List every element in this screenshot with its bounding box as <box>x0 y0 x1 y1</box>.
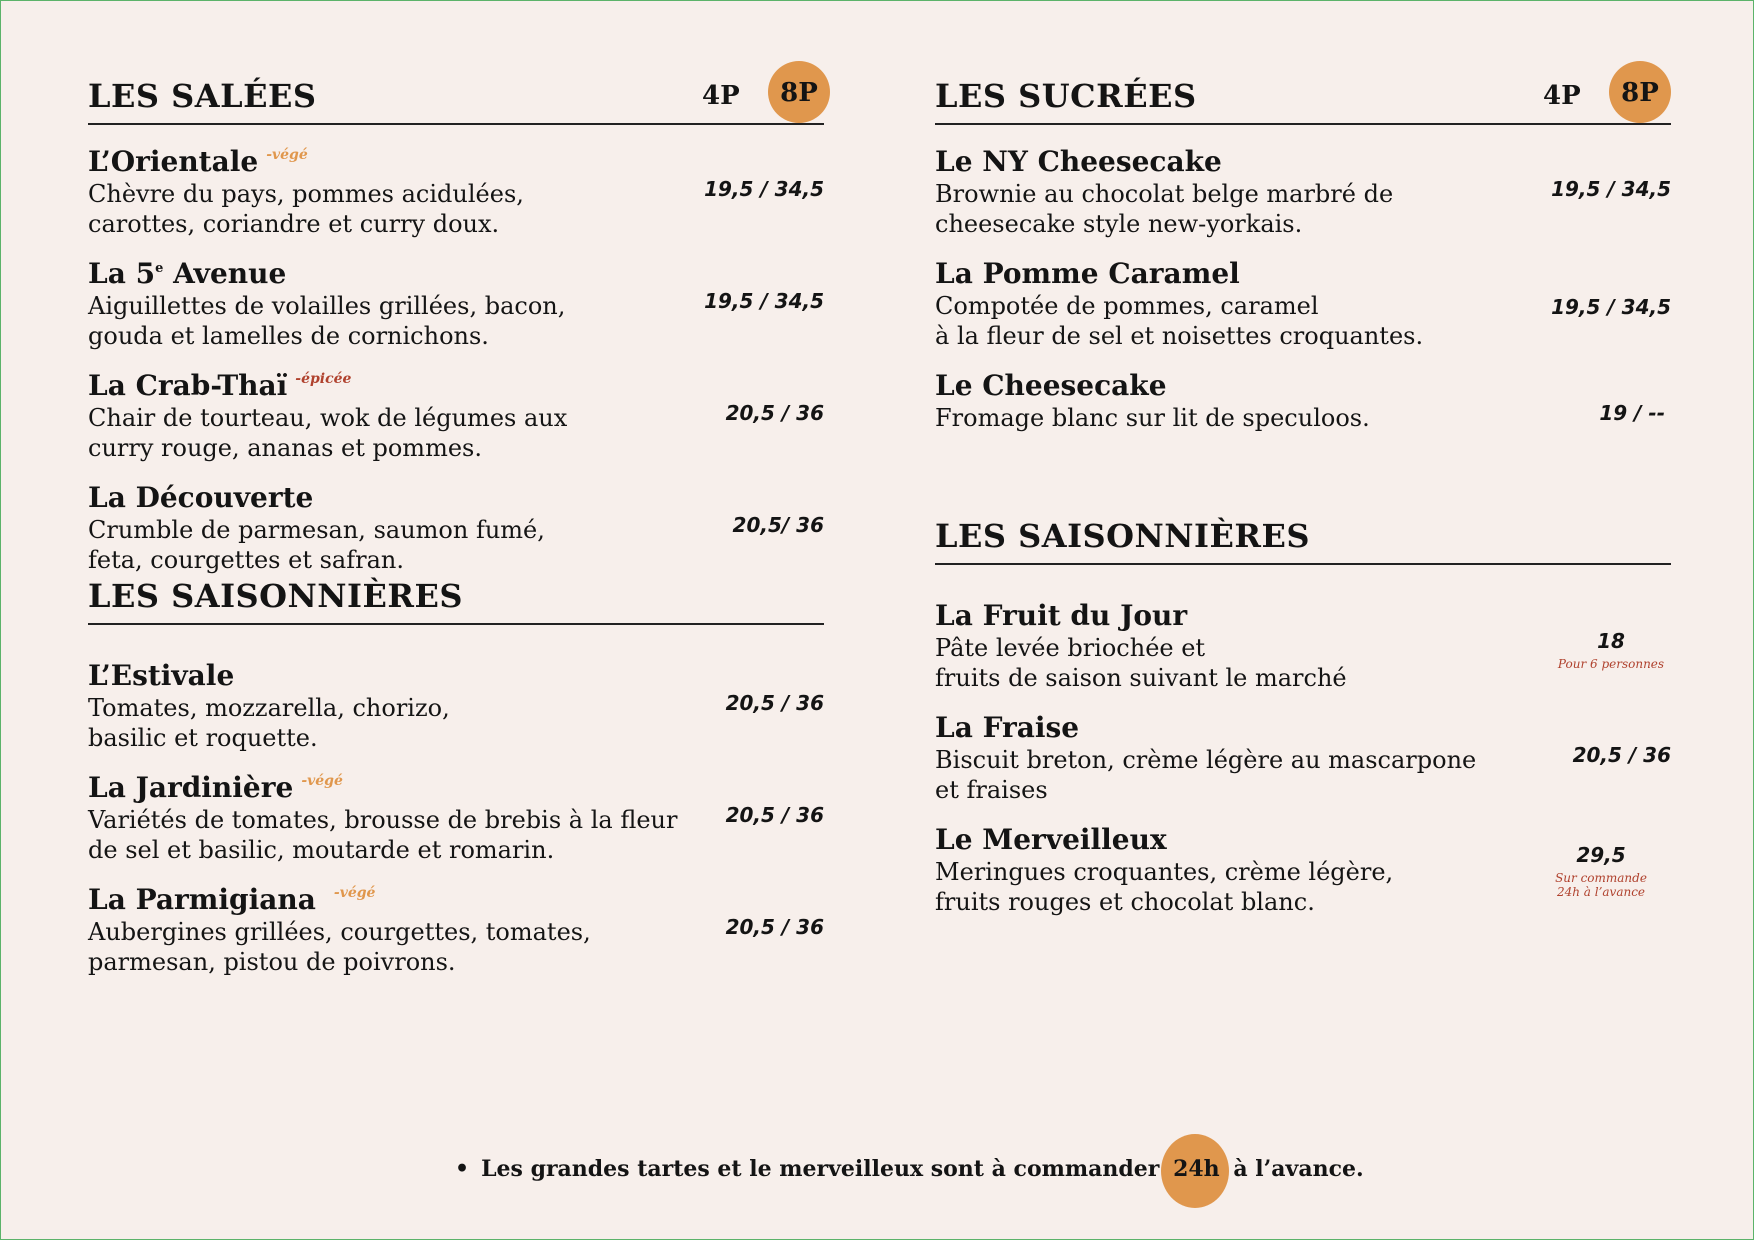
menu-item <box>935 257 1671 369</box>
size-4p-label: 4P <box>702 81 740 111</box>
item-price: 20,5 / 36 <box>1572 743 1671 767</box>
desc-line: Variétés de tomates, brousse de brebis à la fleur <box>88 806 678 834</box>
desc-line: fruits de saison suivant le marché <box>935 664 1347 692</box>
section-title: LES SAISONNIÈRES <box>935 517 1310 555</box>
desc-line: Pâte levée briochée et <box>935 634 1206 662</box>
footer-text-after: à l’avance. <box>1233 1156 1364 1182</box>
item-description <box>88 805 708 865</box>
item-name-wrap <box>88 659 234 692</box>
item-name: La Pomme Caramel <box>935 257 1240 290</box>
menu-item <box>88 369 824 481</box>
section-header <box>88 565 824 625</box>
footer-text-before: Les grandes tartes et le merveilleux sont à commander <box>481 1156 1160 1182</box>
desc-line: et fraises <box>935 776 1048 804</box>
item-price: 18 <box>1597 629 1625 653</box>
menu-item <box>88 659 824 771</box>
item-price: 19,5 / 34,5 <box>1551 295 1671 319</box>
bullet: • <box>455 1156 470 1182</box>
section-header <box>935 65 1671 125</box>
item-name: Le Merveilleux <box>935 823 1167 856</box>
size-8p-badge: 8P <box>1609 61 1671 123</box>
item-description <box>935 179 1555 239</box>
desc-line: carottes, coriandre et curry doux. <box>88 210 500 238</box>
item-price: 20,5/ 36 <box>732 513 824 537</box>
item-description <box>935 745 1555 805</box>
item-description <box>88 693 708 753</box>
desc-line: Brownie au chocolat belge marbré de <box>935 180 1394 208</box>
section-saisonnieres-left <box>88 565 824 995</box>
size-8p-badge: 8P <box>768 61 830 123</box>
item-name: La Découverte <box>88 481 314 514</box>
item-name-wrap <box>88 883 375 916</box>
item-price-block <box>1551 629 1671 671</box>
item-name-wrap <box>935 711 1079 744</box>
desc-line: Biscuit breton, crème légère au mascarpone <box>935 746 1477 774</box>
item-price: 20,5 / 36 <box>725 401 824 425</box>
desc-line: Crumble de parmesan, saumon fumé, <box>88 516 545 544</box>
menu-item <box>88 771 824 883</box>
veggie-tag: -végé <box>266 147 308 163</box>
section-rule <box>88 123 824 125</box>
section-salees <box>88 65 824 593</box>
item-name-wrap <box>935 369 1167 402</box>
desc-line: Fromage blanc sur lit de speculoos. <box>935 404 1370 432</box>
section-rule <box>935 123 1671 125</box>
section-sucrees <box>935 65 1671 481</box>
veggie-tag: -végé <box>301 773 343 789</box>
item-name-wrap <box>935 257 1240 290</box>
desc-line: Chèvre du pays, pommes acidulées, <box>88 180 524 208</box>
menu-item <box>88 883 824 995</box>
section-title: LES SUCRÉES <box>935 77 1197 115</box>
item-price: 20,5 / 36 <box>725 803 824 827</box>
section-rule <box>88 623 824 625</box>
item-name-wrap <box>935 823 1167 856</box>
item-price-block <box>1541 843 1661 899</box>
item-price: 29,5 <box>1576 843 1626 867</box>
item-price: 20,5 / 36 <box>725 915 824 939</box>
item-price: 19,5 / 34,5 <box>704 177 824 201</box>
item-description <box>935 291 1555 351</box>
menu-item <box>88 145 824 257</box>
item-price: 20,5 / 36 <box>725 691 824 715</box>
menu-item <box>935 711 1671 823</box>
price-note: Sur commande <box>1555 871 1647 885</box>
desc-line: Compotée de pommes, caramel <box>935 292 1319 320</box>
item-description <box>88 403 708 463</box>
desc-line: gouda et lamelles de cornichons. <box>88 322 489 350</box>
section-header <box>88 65 824 125</box>
desc-line: Meringues croquantes, crème légère, <box>935 858 1394 886</box>
item-name: La Jardinière <box>88 771 294 804</box>
desc-line: cheesecake style new-yorkais. <box>935 210 1303 238</box>
item-name: La Crab-Thaï <box>88 369 288 402</box>
item-description <box>88 917 708 977</box>
menu-item <box>935 599 1671 711</box>
item-description <box>88 179 708 239</box>
item-name-wrap <box>88 771 343 804</box>
menu-item <box>935 145 1671 257</box>
menu-item <box>935 823 1671 935</box>
section-saisonnieres-right <box>935 505 1671 935</box>
desc-line: basilic et roquette. <box>88 724 318 752</box>
spicy-tag: -épicée <box>295 371 352 387</box>
item-description <box>935 403 1555 433</box>
item-name: Le NY Cheesecake <box>935 145 1222 178</box>
desc-line: à la fleur de sel et noisettes croquantes. <box>935 322 1424 350</box>
price-note: Pour 6 personnes <box>1557 657 1665 671</box>
item-price: 19 / -- <box>1599 401 1665 425</box>
desc-line: fruits rouges et chocolat blanc. <box>935 888 1315 916</box>
item-name: Le Cheesecake <box>935 369 1167 402</box>
size-labels <box>702 63 842 123</box>
size-labels <box>1543 63 1683 123</box>
item-name-wrap <box>88 369 351 402</box>
desc-line: Aiguillettes de volailles grillées, bacon, <box>88 292 566 320</box>
item-description <box>935 633 1555 693</box>
item-name: L’Orientale <box>88 145 259 178</box>
desc-line: feta, courgettes et safran. <box>88 546 404 574</box>
item-description <box>935 857 1555 917</box>
veggie-tag: -végé <box>333 885 376 901</box>
section-title: LES SALÉES <box>88 77 317 115</box>
desc-line: de sel et basilic, moutarde et romarin. <box>88 836 555 864</box>
menu-item <box>935 369 1671 481</box>
item-name-wrap: La 5e Avenue <box>88 257 287 290</box>
size-4p-label: 4P <box>1543 81 1581 111</box>
item-name: La Fraise <box>935 711 1080 744</box>
24h-badge: 24h <box>1167 1156 1226 1182</box>
item-price: 19,5 / 34,5 <box>704 289 824 313</box>
item-name-wrap <box>88 481 313 514</box>
section-rule <box>935 563 1671 565</box>
item-name-wrap <box>935 599 1187 632</box>
superscript: e <box>155 261 164 276</box>
desc-line: parmesan, pistou de poivrons. <box>88 948 456 976</box>
desc-line: Chair de tourteau, wok de légumes aux <box>88 404 568 432</box>
item-description <box>88 291 708 351</box>
item-name: L’Estivale <box>88 659 235 692</box>
desc-line: Tomates, mozzarella, chorizo, <box>88 694 450 722</box>
item-name-wrap <box>935 145 1222 178</box>
section-title: LES SAISONNIÈRES <box>88 577 463 615</box>
item-name: La Parmigiana <box>88 883 316 916</box>
item-name-wrap <box>88 145 308 178</box>
section-header <box>935 505 1671 565</box>
item-price: 19,5 / 34,5 <box>1551 177 1671 201</box>
item-name: La Fruit du Jour <box>935 599 1188 632</box>
price-note: 24h à l’avance <box>1556 885 1646 899</box>
menu-item <box>88 257 824 369</box>
column-left <box>88 65 824 995</box>
desc-line: curry rouge, ananas et pommes. <box>88 434 482 462</box>
desc-line: Aubergines grillées, courgettes, tomates, <box>88 918 591 946</box>
column-right <box>935 65 1671 935</box>
footer-note <box>455 1156 1364 1182</box>
